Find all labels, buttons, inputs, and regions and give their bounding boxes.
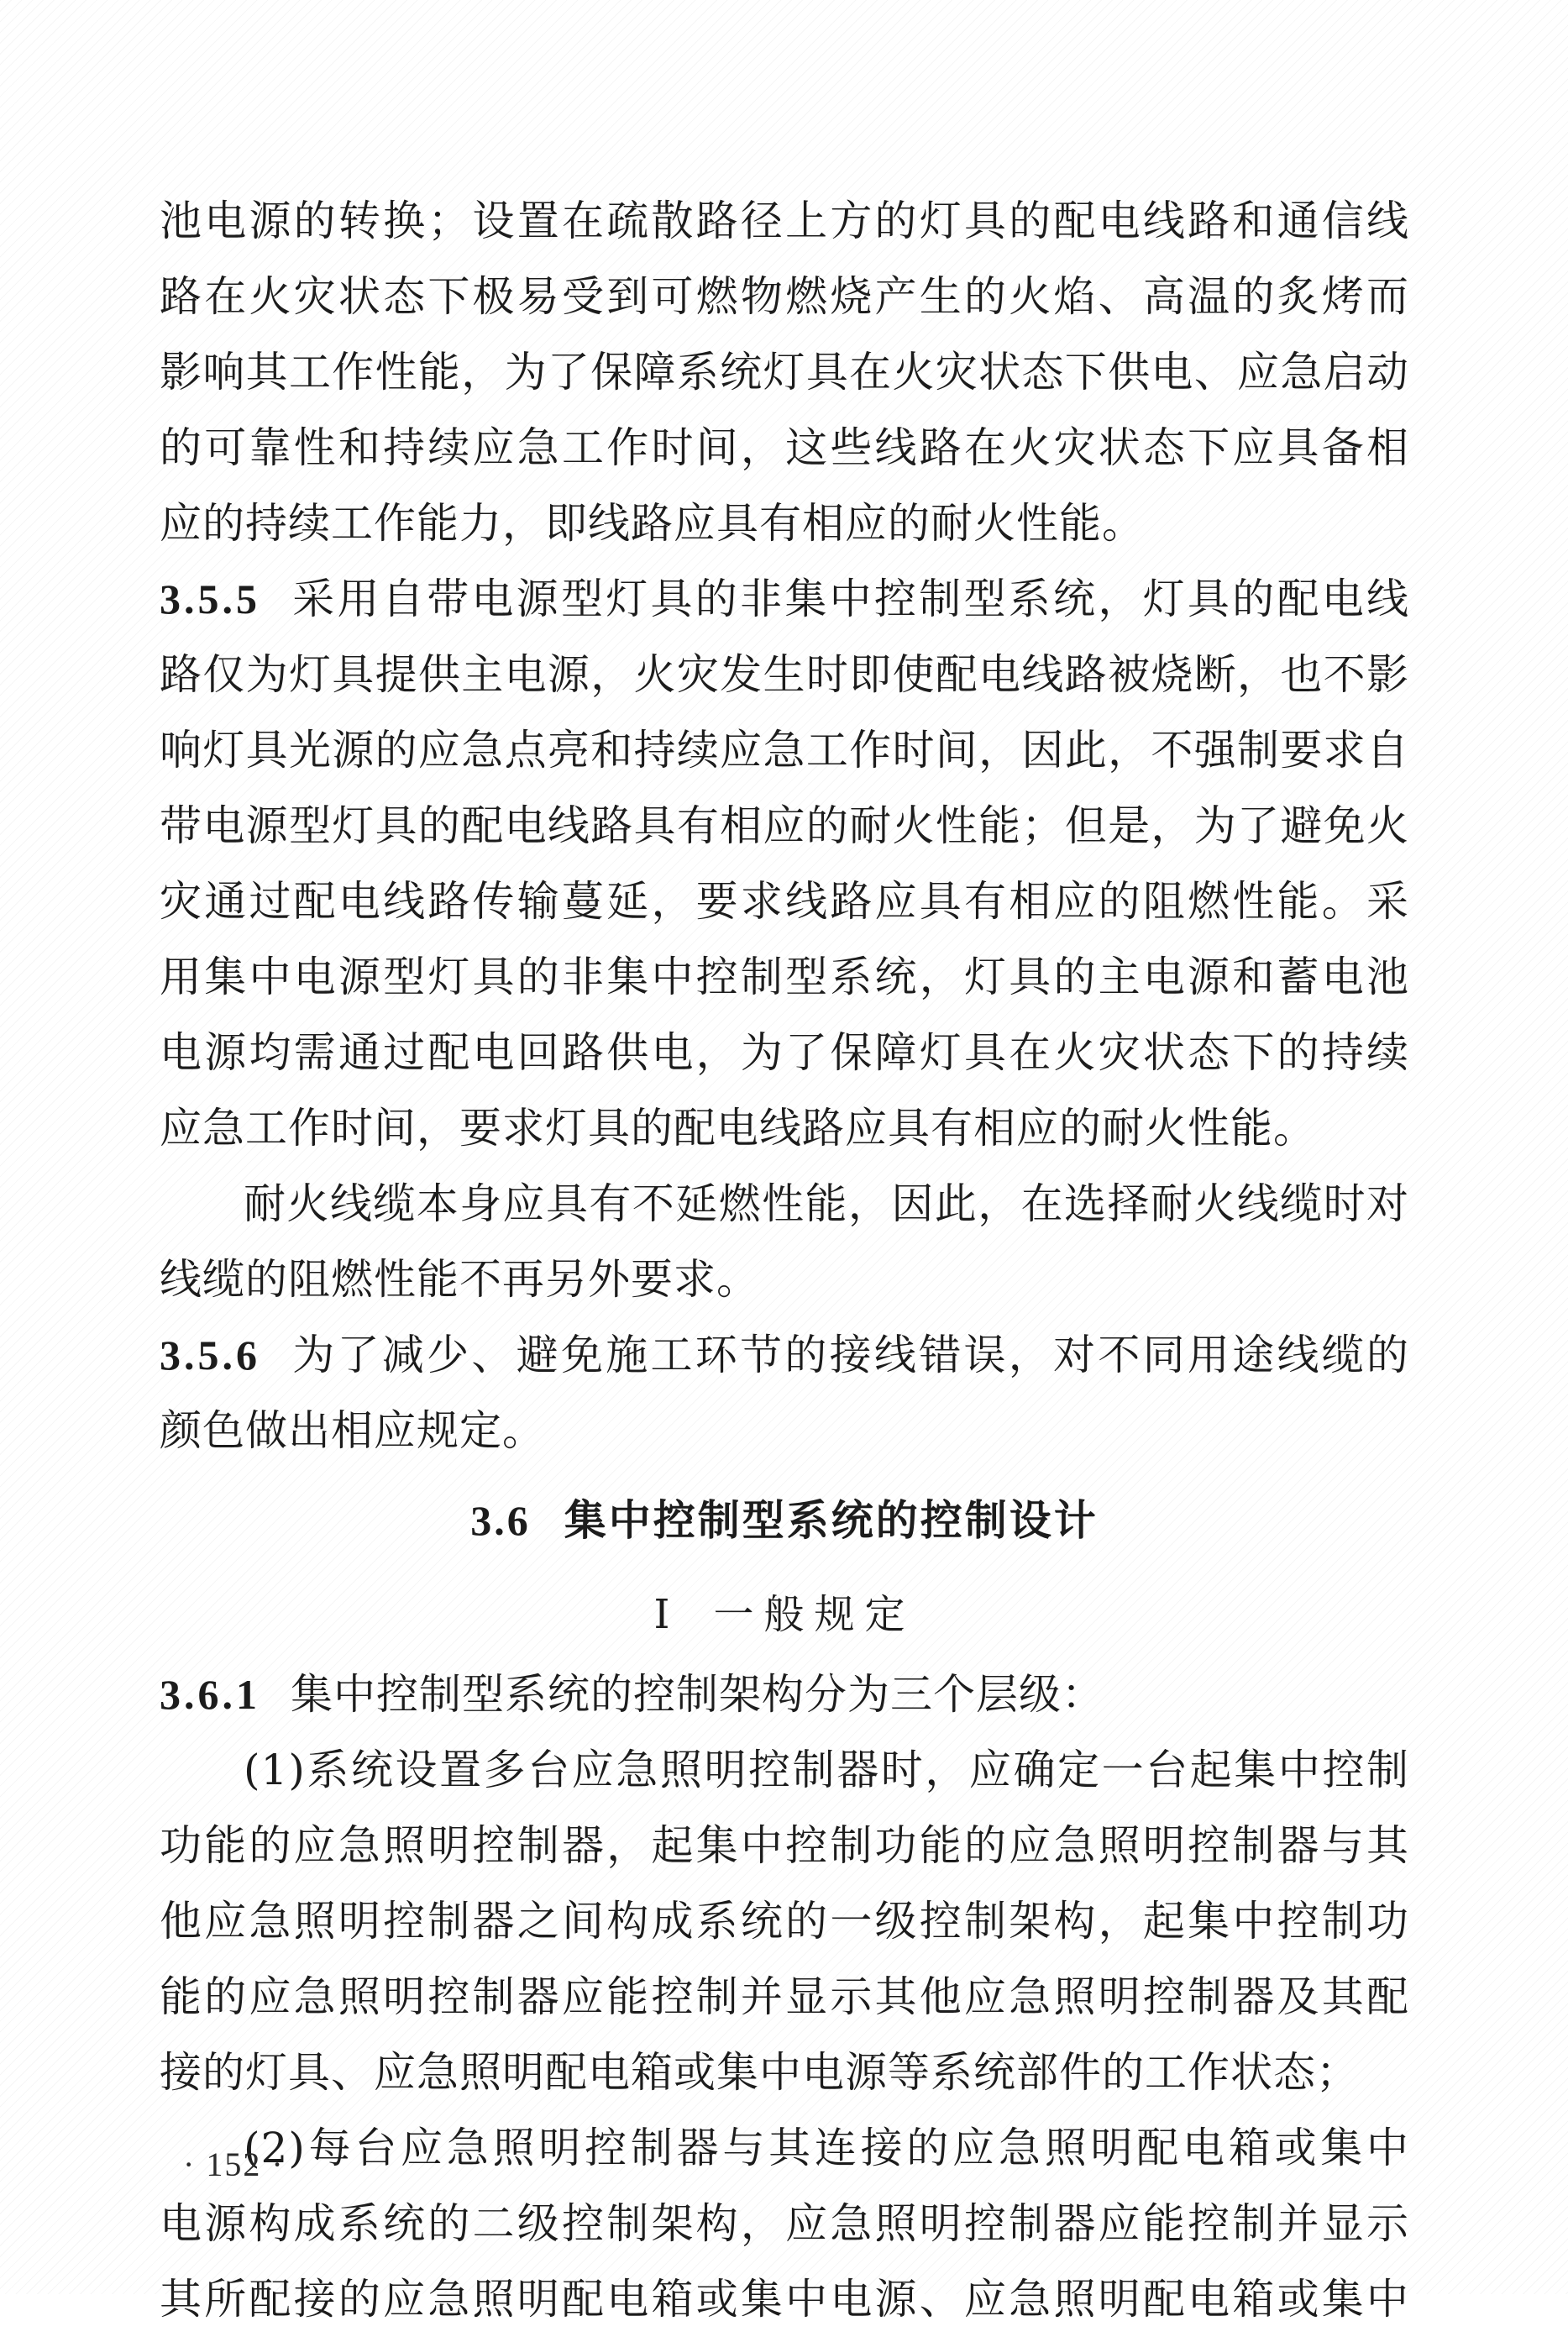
body-text — [160, 183, 1409, 2337]
clause-text: 采用自带电源型灯具的非集中控制型系统，灯具的配电线 — [291, 575, 1409, 623]
text-line: 带电源型灯具的配电线路具有相应的耐火性能；但是，为了避免火 — [160, 801, 1409, 850]
section-heading — [160, 1468, 1409, 1573]
subsection-heading — [160, 1573, 1409, 1657]
clause-3-5-6-first-line — [160, 1317, 1409, 1393]
text-line: 电源均需通过配电回路供电，为了保障灯具在火灾状态下的持续 — [160, 1028, 1409, 1077]
text-line: 线缆的阻燃性能不再另外要求。 — [160, 1255, 759, 1304]
text-line: 路仅为灯具提供主电源，火灾发生时即使配电线路被烧断，也不影 — [160, 650, 1409, 699]
text-line: 池电源的转换；设置在疏散路径上方的灯具的配电线路和通信线 — [160, 197, 1409, 245]
text-line: (2)每台应急照明控制器与其连接的应急照明配电箱或集中 — [244, 2124, 1409, 2172]
section-number: 3.6 — [470, 1497, 531, 1544]
text-line: 灾通过配电线路传输蔓延，要求线路应具有相应的阻燃性能。采 — [160, 877, 1409, 926]
section-title: 集中控制型系统的控制设计 — [564, 1496, 1099, 1545]
text-line: 的可靠性和持续应急工作时间，这些线路在火灾状态下应具备相 — [160, 423, 1409, 472]
text-line: 影响其工作性能，为了保障系统灯具在火灾状态下供电、应急启动 — [160, 348, 1409, 397]
clause-number: 3.6.1 — [160, 1671, 260, 1718]
text-line: 应的持续工作能力，即线路应具有相应的耐火性能。 — [160, 499, 1145, 548]
clause-text: 为了减少、避免施工环节的接线错误，对不同用途线缆的 — [291, 1331, 1409, 1379]
subsection-numeral: Ⅰ — [653, 1591, 680, 1638]
text-line: 应急工作时间，要求灯具的配电线路应具有相应的耐火性能。 — [160, 1104, 1316, 1153]
text-line: (1)系统设置多台应急照明控制器时，应确定一台起集中控制 — [244, 1746, 1409, 1794]
clause-text: 集中控制型系统的控制架构分为三个层级： — [291, 1670, 1104, 1719]
clause-number: 3.5.5 — [160, 575, 260, 622]
text-line: 耐火线缆本身应具有不延燃性能，因此，在选择耐火线缆时对 — [244, 1179, 1409, 1228]
text-line: 电源构成系统的二级控制架构，应急照明控制器应能控制并显示 — [160, 2199, 1409, 2248]
text-line: 接的灯具、应急照明配电箱或集中电源等系统部件的工作状态； — [160, 2048, 1359, 2097]
text-line: 颜色做出相应规定。 — [160, 1406, 545, 1455]
clause-number: 3.5.6 — [160, 1331, 260, 1379]
text-line: 用集中电源型灯具的非集中控制型系统，灯具的主电源和蓄电池 — [160, 953, 1409, 1001]
text-line: 功能的应急照明控制器，起集中控制功能的应急照明控制器与其 — [160, 1821, 1409, 1870]
page-number: · 152 · — [183, 2145, 285, 2183]
text-line: 能的应急照明控制器应能控制并显示其他应急照明控制器及其配 — [160, 1972, 1409, 2021]
text-line: 其所配接的应急照明配电箱或集中电源、应急照明配电箱或集中 — [160, 2275, 1409, 2324]
subsection-title: 一般规定 — [713, 1591, 915, 1638]
clause-3-6-1-line — [160, 1657, 1409, 1732]
text-line: 响灯具光源的应急点亮和持续应急工作时间，因此，不强制要求自 — [160, 726, 1409, 775]
text-line: 路在火灾状态下极易受到可燃物燃烧产生的火焰、高温的炙烤而 — [160, 272, 1409, 321]
text-line: 他应急照明控制器之间构成系统的一级控制架构，起集中控制功 — [160, 1897, 1409, 1946]
clause-3-5-5-first-line — [160, 561, 1409, 637]
